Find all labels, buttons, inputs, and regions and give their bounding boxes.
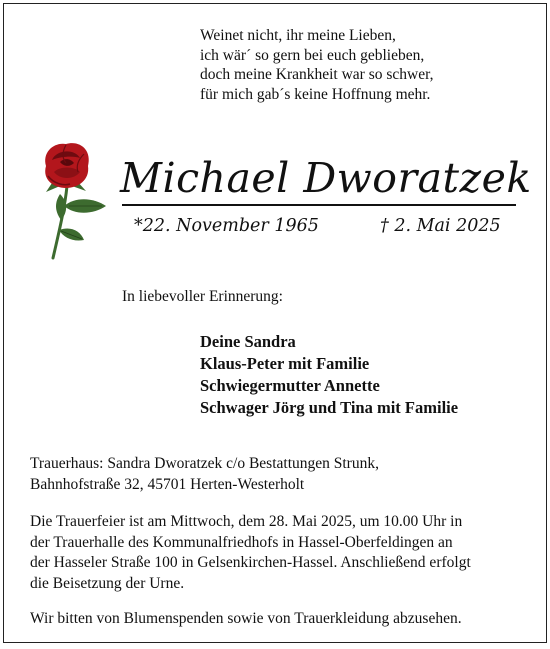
poem	[200, 26, 434, 104]
death-date: † 2. Mai 2025	[380, 216, 501, 236]
address-line: Trauerhaus: Sandra Dworatzek c/o Bestattungen Strunk,	[30, 455, 379, 472]
mourner: Klaus-Peter mit Familie	[200, 354, 370, 373]
mourner: Schwager Jörg und Tina mit Familie	[200, 398, 459, 417]
poem-line: für mich gab´s keine Hoffnung mehr.	[200, 85, 431, 103]
flowers-request: Wir bitten von Blumenspenden sowie von Trauerkleidung abzusehen.	[30, 610, 462, 627]
name-underline	[122, 204, 516, 206]
address-line: Bahnhofstraße 32, 45701 Herten-Westerholt	[30, 476, 305, 493]
ceremony-line: die Beisetzung der Urne.	[30, 574, 185, 592]
poem-line: doch meine Krankheit war so schwer,	[200, 66, 434, 83]
mourners-list	[200, 331, 458, 419]
birth-date: *22. November 1965	[134, 216, 319, 236]
poem-line: Weinet nicht, ihr meine Lieben,	[200, 27, 396, 44]
mourner: Schwiegermutter Annette	[200, 376, 380, 395]
obituary-notice	[3, 3, 547, 643]
ceremony-details	[30, 512, 471, 594]
rose-icon	[24, 136, 110, 262]
ceremony-line: Die Trauerfeier ist am Mittwoch, dem 28. Mai 2025, um 10.00 Uhr in	[30, 513, 463, 530]
deceased-name: Michael Dworatzek	[120, 154, 532, 202]
ceremony-line: der Trauerhalle des Kommunalfriedhofs in Hassel-Oberfeldingen an	[30, 533, 453, 551]
mourning-house-address	[30, 453, 379, 495]
mourner: Deine Sandra	[200, 332, 296, 351]
intro-text: In liebevoller Erinnerung:	[122, 288, 283, 305]
ceremony-line: der Hasseler Straße 100 in Gelsenkirchen-Hassel. Anschließend erfolgt	[30, 554, 471, 571]
poem-line: ich wär´ so gern bei euch geblieben,	[200, 46, 425, 64]
